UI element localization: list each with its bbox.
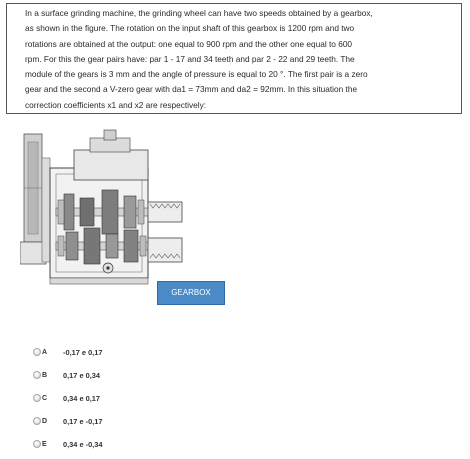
option-d[interactable] <box>33 414 102 428</box>
option-b[interactable] <box>33 368 100 382</box>
question-line: as shown in the figure. The rotation on the input shaft of this gearbox is 1200 rpm and two <box>25 23 355 34</box>
question-line: rotations are obtained at the output: one equal to 900 rpm and the other one equal to 600 <box>25 38 353 49</box>
option-c[interactable] <box>33 391 100 405</box>
radio-button[interactable] <box>33 440 41 448</box>
option-text: 0,34 e 0,17 <box>63 393 100 403</box>
option-a[interactable] <box>33 345 102 359</box>
question-box <box>6 3 462 114</box>
question-line: correction coefficients x1 and x2 are respectively: <box>25 99 207 110</box>
option-letter: C <box>42 394 48 402</box>
question-line: module of the gears is 3 mm and the angle of pressure is equal to 20 °. The first pair is a zero <box>25 69 368 80</box>
option-text: 0,17 e 0,34 <box>63 370 100 380</box>
question-line: rpm. For this the gear pairs have: par 1 - 17 and 34 teeth and par 2 - 22 and 29 teeth. The <box>25 53 355 64</box>
gearbox-label: GEARBOX <box>157 281 225 305</box>
radio-button[interactable] <box>33 371 41 379</box>
question-line: gear and the second a V-zero gear with da1 = 73mm and da2 = 92mm. In this situation the <box>25 84 358 95</box>
option-letter: B <box>42 371 48 379</box>
option-text: 0,34 e -0,34 <box>63 439 103 449</box>
radio-button[interactable] <box>33 417 41 425</box>
option-text: -0,17 e 0,17 <box>63 347 103 357</box>
option-letter: E <box>42 440 47 448</box>
radio-button[interactable] <box>33 394 41 402</box>
option-letter: D <box>42 417 48 425</box>
question-line: In a surface grinding machine, the grinding wheel can have two speeds obtained by a gearbox, <box>25 8 373 18</box>
option-letter: A <box>42 348 48 356</box>
radio-button[interactable] <box>33 348 41 356</box>
gearbox-drawing <box>20 128 320 298</box>
option-e[interactable] <box>33 437 102 451</box>
option-text: 0,17 e -0,17 <box>63 416 103 426</box>
